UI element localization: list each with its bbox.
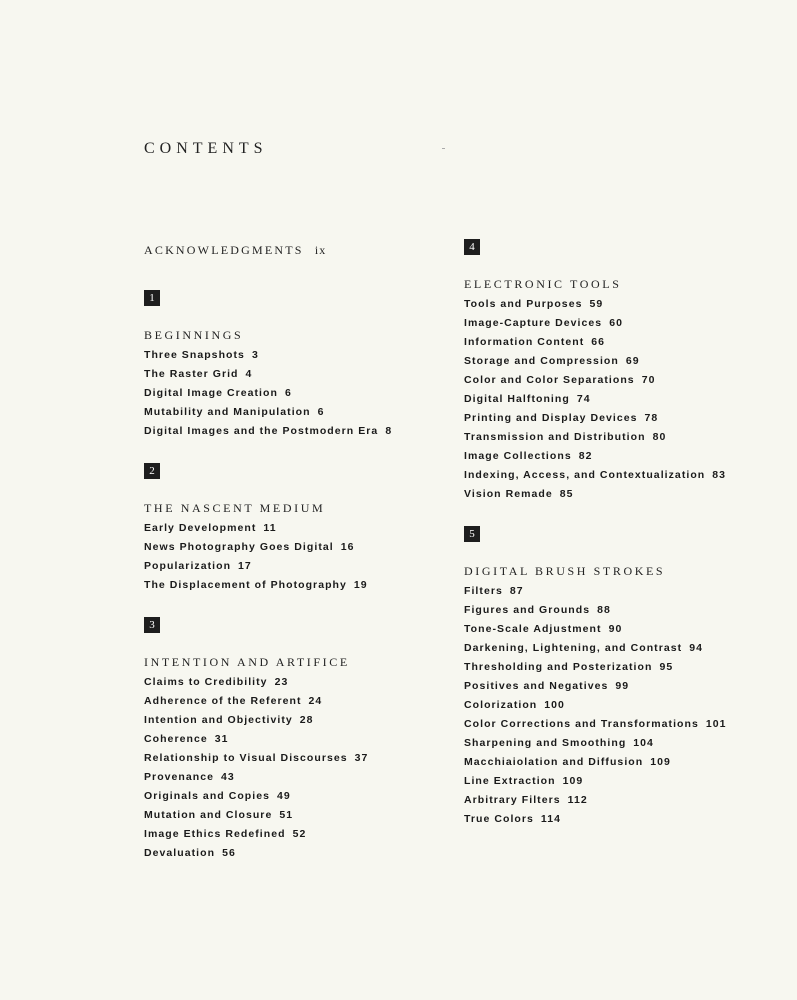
- entry-page-number: 37: [354, 752, 369, 764]
- section-4: [464, 239, 774, 504]
- toc-entry[interactable]: [144, 538, 454, 557]
- entry-title: Color and Color Separations: [464, 374, 635, 386]
- entry-page-number: 95: [659, 661, 674, 673]
- toc-entry[interactable]: [464, 677, 774, 696]
- section-number-badge: 5: [464, 526, 480, 542]
- toc-entry[interactable]: [464, 658, 774, 677]
- entry-title: Thresholding and Posterization: [464, 661, 653, 673]
- entry-title: Storage and Compression: [464, 355, 619, 367]
- section-title: THE NASCENT MEDIUM: [144, 501, 326, 515]
- toc-entry[interactable]: [464, 715, 774, 734]
- entry-title: Color Corrections and Transformations: [464, 718, 699, 730]
- page-title: CONTENTS: [144, 140, 268, 157]
- entry-title: Image Collections: [464, 450, 572, 462]
- entry-title: The Raster Grid: [144, 368, 239, 380]
- toc-entry[interactable]: [464, 620, 774, 639]
- toc-entry[interactable]: [144, 365, 454, 384]
- section-title: INTENTION AND ARTIFICE: [144, 655, 350, 669]
- section-title: BEGINNINGS: [144, 328, 244, 342]
- entry-page-number: 52: [292, 828, 307, 840]
- entry-page-number: 80: [652, 431, 667, 443]
- section-5: [464, 526, 774, 829]
- toc-entry[interactable]: [144, 844, 454, 863]
- entry-page-number: 6: [284, 387, 292, 399]
- entry-page-number: 51: [279, 809, 294, 821]
- entry-list: [144, 673, 454, 863]
- entry-page-number: 78: [644, 412, 659, 424]
- toc-entry[interactable]: [144, 825, 454, 844]
- toc-entry[interactable]: [144, 692, 454, 711]
- toc-entry[interactable]: [464, 772, 774, 791]
- entry-page-number: 104: [633, 737, 654, 749]
- entry-page-number: 16: [340, 541, 355, 553]
- toc-entry[interactable]: [464, 371, 774, 390]
- section-title: DIGITAL BRUSH STROKES: [464, 564, 666, 578]
- entry-page-number: 49: [277, 790, 291, 802]
- entry-title: Filters: [464, 585, 503, 597]
- entry-page-number: 90: [608, 623, 623, 635]
- section-1: [144, 290, 454, 441]
- toc-entry[interactable]: [144, 787, 454, 806]
- entry-list: [144, 519, 454, 595]
- entry-page-number: 100: [544, 699, 565, 711]
- toc-entry[interactable]: [144, 519, 454, 538]
- entry-page-number: 94: [689, 642, 703, 654]
- toc-entry[interactable]: [144, 768, 454, 787]
- entry-title: Adherence of the Referent: [144, 695, 302, 707]
- toc-entry[interactable]: [144, 749, 454, 768]
- entry-title: Digital Halftoning: [464, 393, 570, 405]
- toc-entry[interactable]: [144, 730, 454, 749]
- entry-page-number: 56: [222, 847, 236, 859]
- entry-page-number: 83: [712, 469, 727, 481]
- entry-page-number: 114: [540, 813, 561, 825]
- toc-entry[interactable]: [464, 466, 774, 485]
- entry-title: Macchiaiolation and Diffusion: [464, 756, 644, 768]
- entry-title: Tools and Purposes: [464, 298, 583, 310]
- entry-title: Positives and Negatives: [464, 680, 609, 692]
- section-2: [144, 463, 454, 595]
- acknowledgments-page: ix: [314, 243, 327, 257]
- toc-entry[interactable]: [464, 639, 774, 658]
- toc-entry[interactable]: [464, 582, 774, 601]
- entry-title: Mutation and Closure: [144, 809, 273, 821]
- toc-entry[interactable]: [464, 428, 774, 447]
- entry-list: [144, 346, 454, 441]
- acknowledgments-entry[interactable]: [144, 243, 326, 258]
- entry-title: Printing and Display Devices: [464, 412, 638, 424]
- entry-page-number: 31: [214, 733, 229, 745]
- entry-page-number: 82: [578, 450, 593, 462]
- entry-title: Figures and Grounds: [464, 604, 591, 616]
- entry-page-number: 11: [263, 522, 277, 534]
- section-3: [144, 617, 454, 863]
- entry-page-number: 3: [251, 349, 259, 361]
- entry-list: [464, 295, 774, 504]
- entry-title: Image Ethics Redefined: [144, 828, 286, 840]
- toc-entry[interactable]: [464, 352, 774, 371]
- entry-title: Image-Capture Devices: [464, 317, 603, 329]
- entry-page-number: 74: [576, 393, 591, 405]
- entry-page-number: 101: [705, 718, 727, 730]
- toc-entry[interactable]: [464, 447, 774, 466]
- entry-page-number: 59: [589, 298, 604, 310]
- entry-title: Sharpening and Smoothing: [464, 737, 627, 749]
- entry-page-number: 17: [238, 560, 252, 572]
- entry-page-number: 19: [353, 579, 368, 591]
- entry-title: Claims to Credibility: [144, 676, 268, 688]
- entry-title: The Displacement of Photography: [144, 579, 347, 591]
- entry-title: News Photography Goes Digital: [144, 541, 334, 553]
- toc-entry[interactable]: [144, 711, 454, 730]
- entry-page-number: 66: [591, 336, 606, 348]
- acknowledgments-label: ACKNOWLEDGMENTS: [144, 243, 304, 257]
- entry-title: Relationship to Visual Discourses: [144, 752, 348, 764]
- entry-title: Transmission and Distribution: [464, 431, 646, 443]
- toc-entry[interactable]: [144, 557, 454, 576]
- entry-page-number: 28: [299, 714, 314, 726]
- section-number-badge: 3: [144, 617, 160, 633]
- entry-title: Provenance: [144, 771, 215, 783]
- entry-page-number: 24: [308, 695, 323, 707]
- entry-page-number: 6: [317, 406, 325, 418]
- toc-entry[interactable]: [464, 601, 774, 620]
- toc-entry[interactable]: [464, 753, 774, 772]
- toc-entry[interactable]: [464, 810, 774, 829]
- entry-title: Digital Image Creation: [144, 387, 278, 399]
- toc-entry[interactable]: [144, 384, 454, 403]
- entry-title: Colorization: [464, 699, 538, 711]
- entry-page-number: 88: [597, 604, 611, 616]
- entry-page-number: 23: [274, 676, 289, 688]
- entry-page-number: 8: [385, 425, 393, 437]
- toc-entry[interactable]: [464, 409, 774, 428]
- entry-list: [464, 582, 774, 829]
- entry-title: Indexing, Access, and Contextualization: [464, 469, 706, 481]
- entry-title: Devaluation: [144, 847, 216, 859]
- entry-page-number: 60: [609, 317, 623, 329]
- entry-page-number: 109: [562, 775, 584, 787]
- toc-entry[interactable]: [144, 806, 454, 825]
- entry-title: Popularization: [144, 560, 232, 572]
- entry-title: Coherence: [144, 733, 208, 745]
- entry-title: Darkening, Lightening, and Contrast: [464, 642, 683, 654]
- toc-entry[interactable]: [464, 485, 774, 504]
- section-number-badge: 2: [144, 463, 160, 479]
- toc-entry[interactable]: [144, 576, 454, 595]
- toc-entry[interactable]: [464, 295, 774, 314]
- section-title: ELECTRONIC TOOLS: [464, 277, 622, 291]
- entry-page-number: 43: [221, 771, 235, 783]
- entry-title: Intention and Objectivity: [144, 714, 293, 726]
- entry-title: Tone-Scale Adjustment: [464, 623, 602, 635]
- toc-entry[interactable]: [144, 422, 454, 441]
- entry-title: Three Snapshots: [144, 349, 245, 361]
- entry-page-number: 87: [509, 585, 524, 597]
- toc-entry[interactable]: [144, 673, 454, 692]
- entry-title: Originals and Copies: [144, 790, 271, 802]
- entry-page-number: 99: [615, 680, 630, 692]
- toc-entry[interactable]: [464, 390, 774, 409]
- entry-title: Information Content: [464, 336, 585, 348]
- toc-entry[interactable]: [464, 696, 774, 715]
- section-number-badge: 1: [144, 290, 160, 306]
- toc-entry[interactable]: [464, 734, 774, 753]
- page-mark: [442, 148, 445, 149]
- toc-entry[interactable]: [144, 403, 454, 422]
- entry-title: Mutability and Manipulation: [144, 406, 311, 418]
- entry-title: Early Development: [144, 522, 257, 534]
- toc-entry[interactable]: [464, 333, 774, 352]
- entry-title: Line Extraction: [464, 775, 556, 787]
- section-number-badge: 4: [464, 239, 480, 255]
- entry-title: Vision Remade: [464, 488, 553, 500]
- toc-entry[interactable]: [464, 791, 774, 810]
- toc-entry[interactable]: [144, 346, 454, 365]
- entry-page-number: 70: [641, 374, 656, 386]
- entry-title: Arbitrary Filters: [464, 794, 561, 806]
- entry-page-number: 69: [625, 355, 640, 367]
- entry-page-number: 4: [245, 368, 253, 380]
- entry-page-number: 112: [567, 794, 588, 806]
- toc-entry[interactable]: [464, 314, 774, 333]
- entry-page-number: 85: [559, 488, 574, 500]
- entry-title: Digital Images and the Postmodern Era: [144, 425, 379, 437]
- entry-page-number: 109: [650, 756, 671, 768]
- entry-title: True Colors: [464, 813, 534, 825]
